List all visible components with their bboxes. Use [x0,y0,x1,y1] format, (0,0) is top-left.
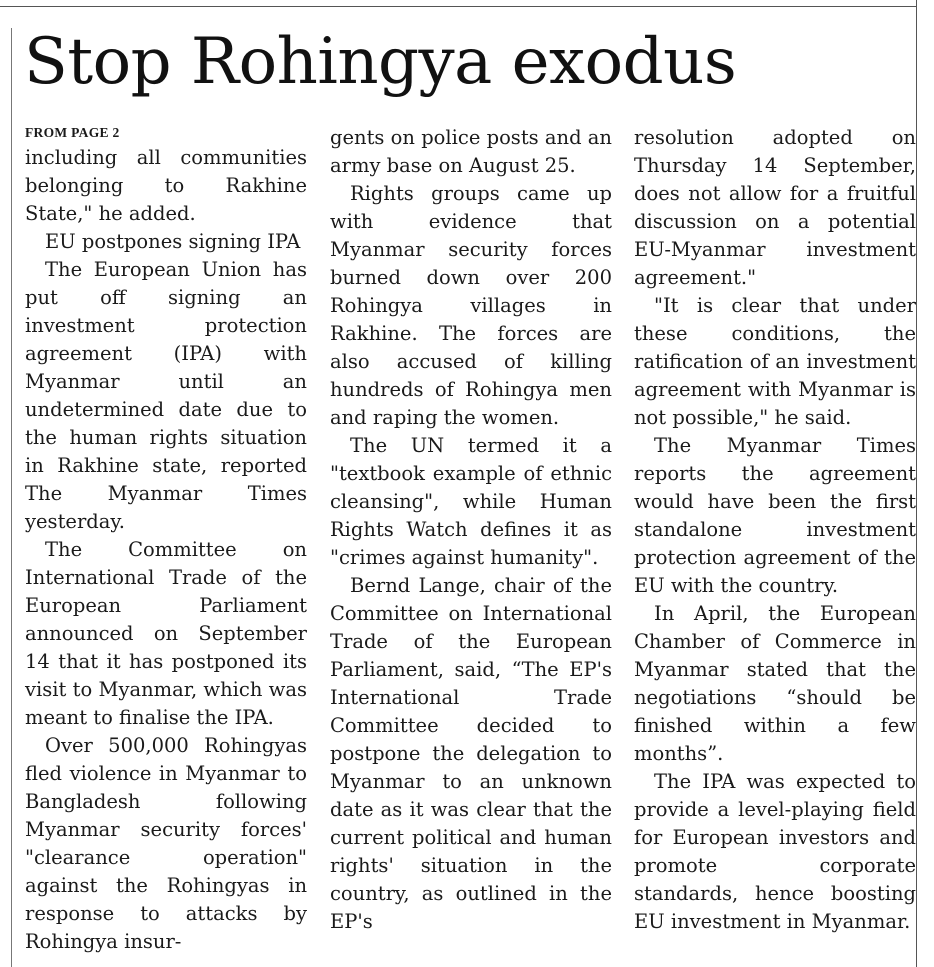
paragraph: including all communities belonging to Rakhine State," he added. [25,146,307,225]
paragraph: Bernd Lange, chair of the Committee on International Trade of the European Parliament, said, “The EP's International Trade Committee decided to postpone the delegation to Myanmar to an unknown date as it was clear that the current political and human rights' situation in the country, as outlined in the EP's [330,574,612,933]
paragraph: resolution adopted on Thursday 14 September, does not allow for a fruitful discussion on a potential EU-Myanmar investment agreement." [634,126,916,289]
paragraph: The Myanmar Times reports the agreement would have been the first standalone investment protection agreement of the EU with the country. [634,434,916,597]
paragraph: Rights groups came up with evidence that Myanmar security forces burned down over 200 Rohingya villages in Rakhine. The forces are also accused of killing hundreds of Rohingya men and raping the women. [330,182,612,429]
paragraph: The European Union has put off signing an investment protection agreement (IPA) with Myanmar until an undetermined date due to the human rights situation in Rakhine state, reported The Myanmar Times yesterday. [25,258,307,533]
left-border-rule [11,28,12,967]
right-border-rule [916,0,917,967]
paragraph: Over 500,000 Rohingyas fled violence in Myanmar to Bangladesh following Myanmar security forces' "clearance operation" against the Rohingyas in response to attacks by Rohingya insur- [25,734,307,953]
paragraph: gents on police posts and an army base on August 25. [330,126,612,177]
paragraph: In April, the European Chamber of Commerce in Myanmar stated that the negotiations “should be finished within a few months”. [634,602,916,765]
article-column-2 [330,124,612,936]
subheading: EU postpones signing IPA [45,230,301,253]
continuation-label: FROM PAGE 2 [25,125,120,140]
article-headline: Stop Rohingya exodus [24,25,737,99]
paragraph: The UN termed it a "textbook example of ethnic cleansing", while Human Rights Watch defines it as "crimes against humanity". [330,434,612,569]
paragraph: "It is clear that under these conditions, the ratification of an investment agreement with Myanmar is not possible," he said. [634,294,916,429]
top-border-rule [0,6,916,7]
paragraph: The IPA was expected to provide a level-playing field for European investors and promote corporate standards, hence boosting EU investment in Myanmar. [634,770,916,933]
article-column-3 [634,124,916,936]
paragraph: The Committee on International Trade of the European Parliament announced on September 14 that it has postponed its visit to Myanmar, which was meant to finalise the IPA. [25,538,307,729]
article-column-1 [25,124,307,956]
